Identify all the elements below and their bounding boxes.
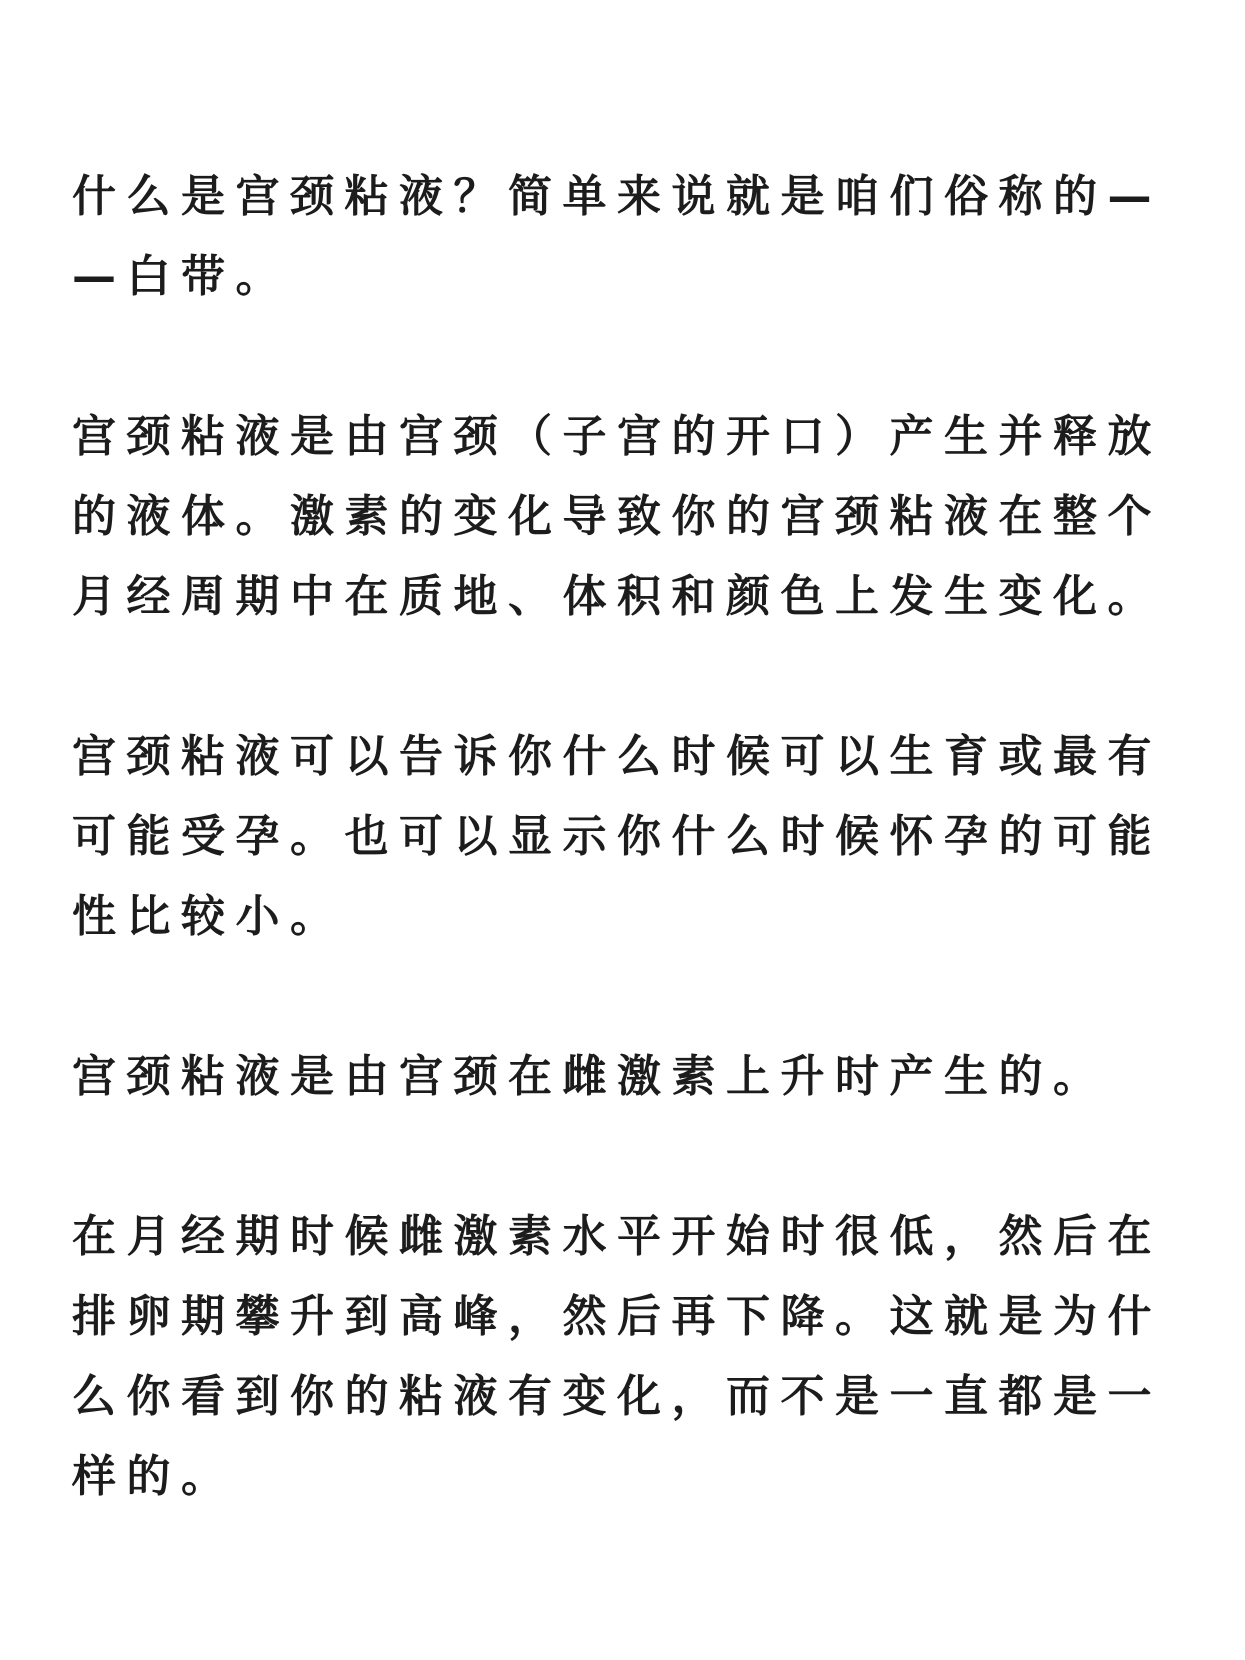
text-line: 么你看到你的粘液有变化，而不是一直都是一	[72, 1371, 1162, 1422]
paragraph-estrogen-cycle	[72, 1197, 1182, 1517]
text-line: 宫颈粘液可以告诉你什么时候可以生育或最有	[72, 731, 1162, 782]
paragraph-what-is-cervical-mucus	[72, 157, 1182, 317]
text-line: 的液体。激素的变化导致你的宫颈粘液在整个	[72, 491, 1162, 542]
text-line: 可能受孕。也可以显示你什么时候怀孕的可能	[72, 811, 1162, 862]
paragraph-fertility-indicator	[72, 717, 1182, 957]
paragraph-estrogen-production	[72, 1037, 1182, 1117]
paragraph-cervical-mucus-definition	[72, 397, 1182, 637]
text-line: 什么是宫颈粘液？简单来说就是咱们俗称的—	[72, 171, 1162, 222]
text-line: 月经周期中在质地、体积和颜色上发生变化。	[72, 571, 1162, 622]
text-line: 宫颈粘液是由宫颈在雌激素上升时产生的。	[72, 1051, 1108, 1102]
text-line: 在月经期时候雌激素水平开始时很低，然后在	[72, 1211, 1162, 1262]
text-line: 宫颈粘液是由宫颈（子宫的开口）产生并释放	[72, 411, 1162, 462]
text-line: 样的。	[72, 1451, 236, 1502]
text-line: 排卵期攀升到高峰，然后再下降。这就是为什	[72, 1291, 1162, 1342]
text-line: —白带。	[72, 251, 290, 302]
text-line: 性比较小。	[72, 891, 345, 942]
article-body	[72, 157, 1182, 1597]
